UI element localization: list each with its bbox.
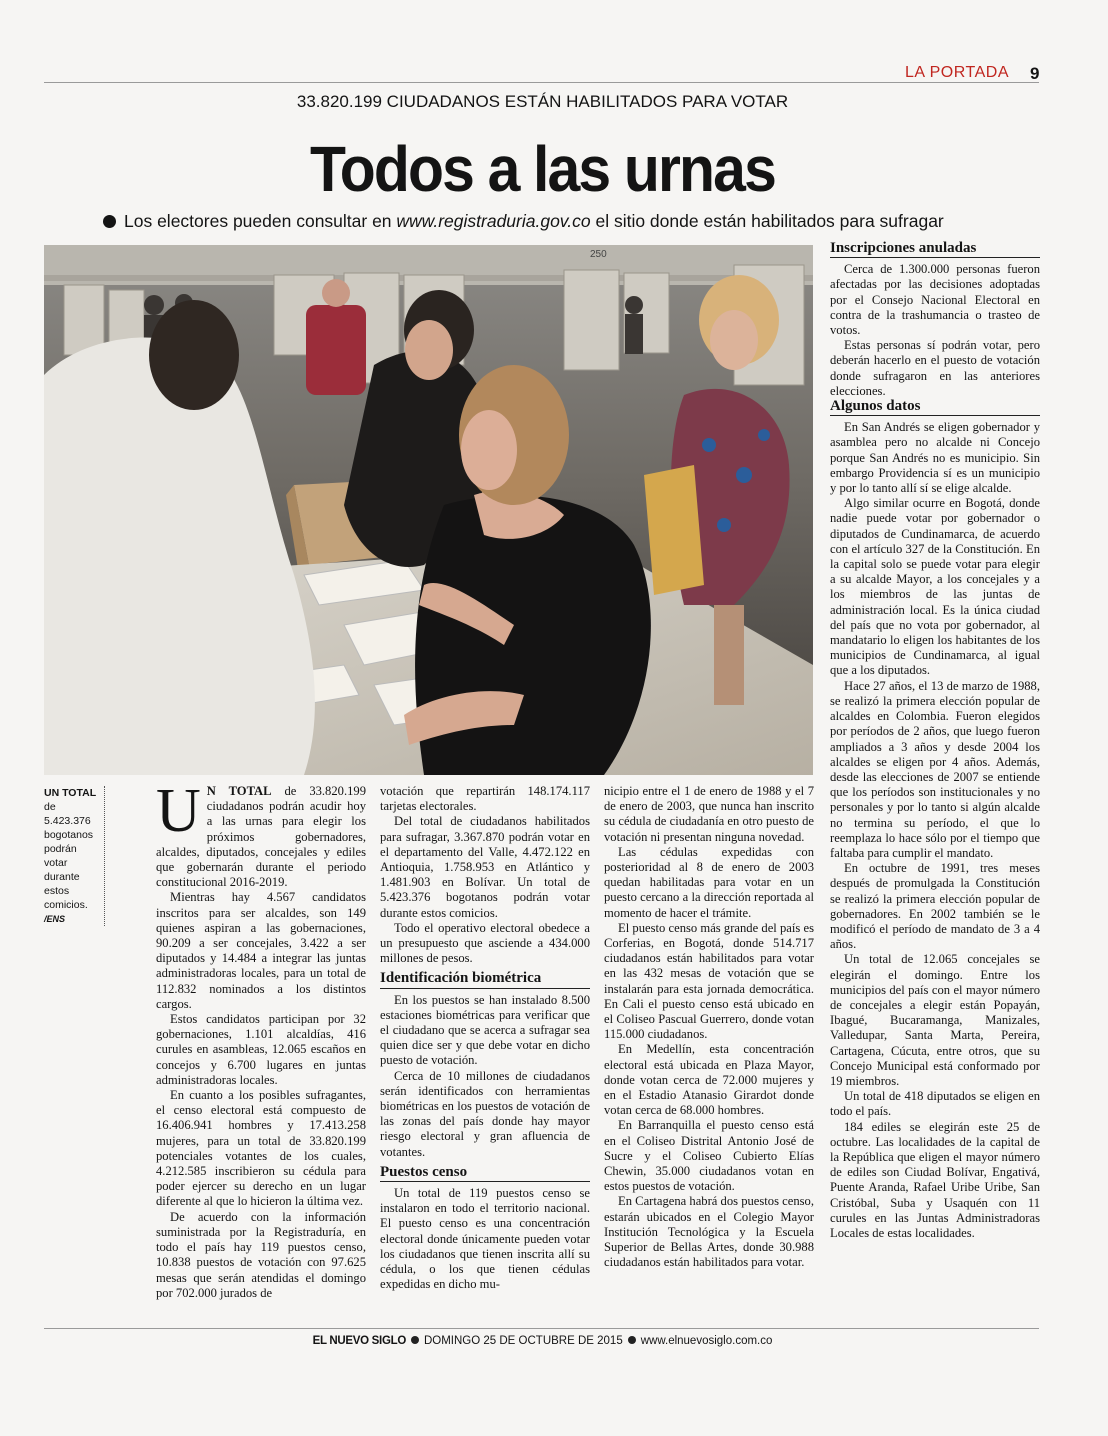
paragraph: de 33.820.199 ciudadanos podrán acudir hoy a las urnas para elegir los próximos gobernadores, alcaldes, diputados, concejales y ediles que gobernarán durante el periodo constitucional 2016-2019.: [156, 784, 366, 890]
paragraph: En Barranquilla el puesto censo está en el Coliseo Distrital Antonio José de Sucre y el Coliseo Cubierto Elías Chewin, 35.000 ciudadanos votan en estos puestos de votación.: [604, 1118, 814, 1194]
photo-caption: [44, 786, 102, 926]
section-label: LA PORTADA: [905, 64, 1009, 81]
drop-cap: U: [156, 777, 201, 845]
article-column-2: [380, 784, 590, 1293]
paragraph: En octubre de 1991, tres meses después de promulgada la Constitución se realizó la primera elección popular de gobernadores. En 2002 también se le modificó el período de mandato de 3 a 4 años.: [830, 861, 1040, 952]
subheading-inscripciones: Inscripciones anuladas: [830, 241, 1040, 258]
footer: [0, 1335, 1085, 1347]
page-number: 9: [1030, 64, 1040, 83]
paragraph: Estos candidatos participan por 32 gobernaciones, 1.101 alcaldías, 416 curules en asambleas, 12.065 escaños en concejos y 6.700 lugares en juntas administradoras locales.: [156, 1012, 366, 1087]
paragraph: En San Andrés se eligen gobernador y asamblea pero no alcalde ni Concejo porque San Andrés no es municipio. Sin embargo Providencia sí es un municipio y por lo tanto allí sí se elige alcalde.: [830, 420, 1040, 496]
subheading-biometrica: Identificación biométrica: [380, 971, 590, 988]
article-column-1: [156, 777, 366, 1301]
paragraph: Estas personas sí podrán votar, pero deberán hacerlo en el puesto de votación donde sufragaron en las anteriores elecciones.: [830, 338, 1040, 398]
paragraph: En los puestos se han instalado 8.500 estaciones biométricas para verificar que el ciudadano que se acerca a sufragar sea quien dice ser y que debe votar en dicho puesto de votación.: [380, 992, 590, 1068]
lead-paragraph: [156, 777, 366, 890]
footer-url[interactable]: www.elnuevosiglo.com.co: [640, 1335, 773, 1347]
paragraph: Del total de ciudadanos habilitados para sufragar, 3.367.870 podrán votar en el departamento del Valle, 4.472.122 en Antioquia, 1.758.953 en Atlántico y 1.481.903 en Bolívar. Un total de 5.423.376 bogotanos podrán votar durante estos comicios.: [380, 814, 590, 920]
paragraph: Algo similar ocurre en Bogotá, donde nadie puede votar por gobernador o diputados de Cundinamarca, de acuerdo con el artículo 327 de la Constitución. En la capital solo se puede votar para elegir a su alcalde Mayor, a los concejales y a los miembros de las juntas de administración local. Es la única ciudad del país que no vota por gobernador, al mandatario lo eligen los habitantes de los municipios de Cundinamarca, al igual que a los diputados.: [830, 496, 1040, 678]
subheading-puestos-censo: Puestos censo: [380, 1165, 590, 1182]
registraduria-link[interactable]: www.registraduria.gov.co: [396, 211, 591, 231]
photo-credit: /ENS: [44, 914, 66, 924]
headline: Todos a las urnas: [310, 133, 775, 205]
caption-text: de 5.423.376 bogotanos podrán votar durante estos comicios.: [44, 801, 94, 911]
subhead-prefix: Los electores pueden consultar en: [124, 211, 397, 231]
main-photo: [44, 245, 813, 775]
sidebar-column: [830, 241, 1040, 1241]
caption-divider: [104, 786, 105, 926]
paragraph: votación que repartirán 148.174.117 tarjetas electorales.: [380, 784, 590, 814]
paragraph: Un total de 418 diputados se eligen en todo el país.: [830, 1089, 1040, 1119]
newspaper-brand: EL NUEVO SIGLO: [312, 1335, 406, 1347]
lead-in: N TOTAL: [206, 784, 272, 798]
paragraph: Cerca de 10 millones de ciudadanos serán identificados con herramientas biométricas en los puestos de votación de las zonas del país donde hay mayor riesgo electoral y gran afluencia de votantes.: [380, 1068, 590, 1159]
paragraph: Mientras hay 4.567 candidatos inscritos para ser alcaldes, son 149 quienes aspiran a las gobernaciones, 90.209 a ser concejales, 3.422 a ser diputados y 14.484 a integrar las juntas administradoras locales, para un total de 112.832 nominados a los distintos cargos.: [156, 890, 366, 1011]
subhead-suffix: el sitio donde están habilitados para sufragar: [590, 211, 944, 231]
bullet-icon: [103, 215, 116, 228]
bullet-icon: [628, 1336, 636, 1344]
paragraph: De acuerdo con la información suministrada por la Registraduría, en todo el país hay 119 puestos censo, 10.838 puestos de votación con 97.625 mesas que serán atendidas el domingo por 702.000 jurados de: [156, 1209, 366, 1300]
paragraph: Un total de 119 puestos censo se instalaron en todo el territorio nacional. El puesto censo es una concentración electoral donde únicamente pueden votar los ciudadanos que tienen inscrita allí su cédula, o los que tienen cédulas expedidas en dicho mu-: [380, 1186, 590, 1292]
header-rule: [44, 82, 1039, 83]
paragraph: 184 ediles se elegirán este 25 de octubre. Las localidades de la capital de la República que eligen el mayor número de ediles son Ciudad Bolívar, Engativá, Puente Aranda, Rafael Uribe Uribe, San Cristóbal, Suba y Usaquén con 11 curules en las Juntas Administradoras Locales de estas localidades.: [830, 1119, 1040, 1240]
paragraph: Un total de 12.065 concejales se elegirán el domingo. Entre los municipios del país con el mayor número de concejales a elegir están Popayán, Ibagué, Bucaramanga, Manizales, Valledupar, Santa Marta, Pereira, Cartagena, Cúcuta, entre otros, que su Concejo Municipal está conformado por 19 miembros.: [830, 952, 1040, 1088]
article-column-3: [604, 784, 814, 1271]
paragraph: Hace 27 años, el 13 de marzo de 1988, se realizó la primera elección popular de alcaldes en Colombia. Fueron elegidos por períodos de 2 años, que luego fueron ampliados a 3 años y desde 2004 los alcaldes se eligen por 4 años. Además, desde las elecciones de 2007 se entiende que los períodos son institucionales y no personales y por lo tanto si algún alcalde no termina su período, el que lo reemplaza lo hace sólo por el tiempo que faltaba para cumplir el mandato.: [830, 678, 1040, 860]
footer-date: DOMINGO 25 DE OCTUBRE DE 2015: [423, 1335, 623, 1347]
booth-number: 250: [590, 249, 607, 260]
subheading-algunos-datos: Algunos datos: [830, 399, 1040, 416]
caption-lead: UN TOTAL: [44, 787, 97, 799]
paragraph: En Cartagena habrá dos puestos censo, estarán ubicados en el Colegio Mayor Institución Tecnológica y la Escuela Superior de Bellas Artes, donde 30.988 ciudadanos están habilitados para votar.: [604, 1194, 814, 1270]
voting-scene-illustration: [44, 245, 813, 775]
kicker: 33.820.199 CIUDADANOS ESTÁN HABILITADOS PARA VOTAR: [296, 92, 789, 111]
paragraph: El puesto censo más grande del país es Corferias, en Bogotá, donde 514.717 ciudadanos están habilitados para votar en las 432 mesas de votación que se instalarán para esta jornada democrática. En Cali el puesto censo está ubicado en el Coliseo Pascual Guerrero, donde votan 115.000 ciudadanos.: [604, 920, 814, 1042]
paragraph: Las cédulas expedidas con posterioridad al 8 de enero de 2003 quedan habilitadas para votar en un puesto cercano a la dirección reportada al momento de hacer el trámite.: [604, 844, 814, 920]
footer-rule: [44, 1328, 1039, 1329]
subhead: [103, 211, 944, 232]
paragraph: Todo el operativo electoral obedece a un presupuesto que asciende a 434.000 millones de pesos.: [380, 920, 590, 966]
paragraph: Cerca de 1.300.000 personas fueron afectadas por las decisiones adoptadas por el Consejo Nacional Electoral en contra de la trashumancia o trasteo de votos.: [830, 262, 1040, 338]
bullet-icon: [411, 1336, 419, 1344]
paragraph: En cuanto a los posibles sufragantes, el censo electoral está compuesto de 16.406.941 hombres y 17.413.258 mujeres, para un total de 33.820.199 potenciales votantes de los cuales, 4.212.585 inscribieron su cédula para poder ejercer su derecho en un lugar diferente al que lo hicieron la última vez.: [156, 1088, 366, 1209]
paragraph: nicipio entre el 1 de enero de 1988 y el 7 de enero de 2003, que nunca han inscrito su cédula de ciudadanía en otro puesto de votación ni presentan ninguna novedad.: [604, 784, 814, 844]
paragraph: En Medellín, esta concentración electoral está ubicada en Plaza Mayor, donde votan cerca de 72.000 mujeres y en el Estadio Atanasio Girardot donde votan cerca de 68.000 hombres.: [604, 1042, 814, 1118]
